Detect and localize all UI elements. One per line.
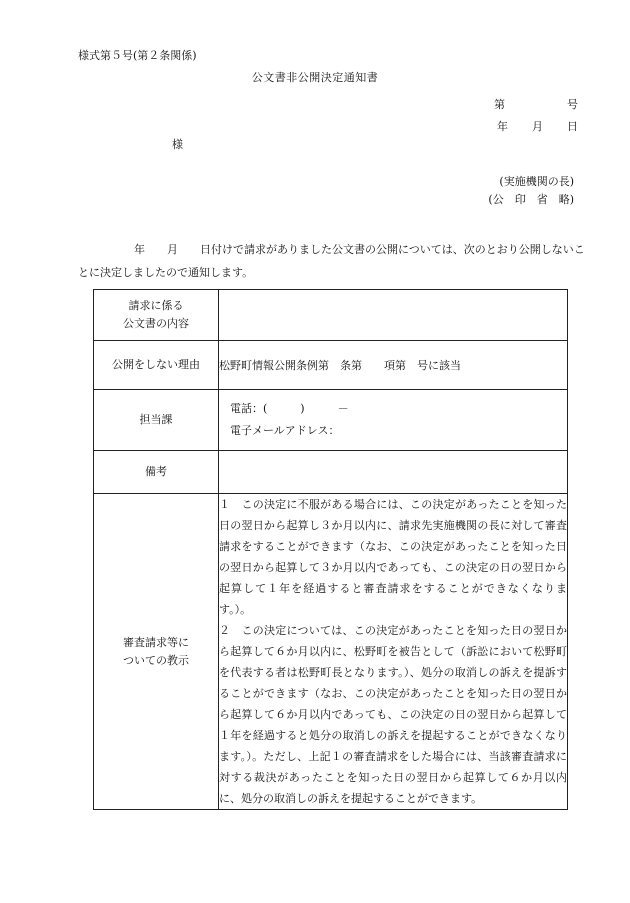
table-row-content (94, 290, 568, 341)
notice-body-text: 年 月 日付けで請求がありました公文書の公開については、次のとおり公開しないことに決定しましたので通知します。 (78, 243, 585, 279)
table-row-appeal-instructions (94, 494, 568, 810)
document-title: 公文書非公開決定通知書 (251, 71, 379, 84)
value-appeal-instructions (219, 494, 568, 810)
email-line: 電子メールアドレス： (230, 424, 340, 437)
table-row-remarks (94, 451, 568, 494)
sender-organization: (実施機関の長) (499, 175, 574, 188)
appeal-paragraph-2: ２ この決定については、この決定があったことを知った日の翌日から起算して６か月以内に、松野町を被告として（訴訟において松野町を代表する者は松野町長となります。）、処分の取消しの訴えを提訴することができます（なお、この決定があったことを知った日の翌日から起算して６か月以内であっても、この決定の日の翌日から起算して１年を経過すると処分の取消しの訴えを提起することができなくなります。）。ただし、上記１の審査請求をした場合には、当該審査請求に対する裁決があったことを知った日の翌日から起算して６か月以内に、処分の取消しの訴えを提起することができます。 (219, 624, 567, 805)
seal-omitted-note: (公 印 省 略) (488, 193, 574, 206)
number-suffix: 号 (567, 98, 578, 111)
label-remarks: 備考 (94, 451, 219, 494)
date-day: 日 (567, 120, 578, 133)
value-department (219, 390, 568, 451)
appeal-paragraph-1: １ この決定に不服がある場合には、この決定があったことを知った日の翌日から起算し３か月以内に、請求先実施機関の長に対して審査請求をすることができます（なお、この決定があったことを知った日の翌日から起算して３か月以内であっても、この決定の日の翌日から起算して１年を経過すると審査請求をすることができなくなります。）。 (219, 498, 567, 616)
addressee: 様 (172, 138, 183, 151)
value-requested-document (219, 290, 568, 341)
label-department: 担当課 (94, 390, 219, 451)
date-line (497, 119, 578, 135)
label-requested-document: 請求に係る 公文書の内容 (94, 290, 219, 341)
value-remarks (219, 451, 568, 494)
date-month: 月 (532, 120, 543, 133)
decision-table (93, 289, 568, 810)
document-number-line (494, 97, 578, 113)
table-row-department (94, 390, 568, 451)
phone-line: 電話：( ) － (230, 402, 349, 415)
date-year: 年 (497, 120, 508, 133)
number-prefix: 第 (494, 98, 505, 111)
form-number: 様式第５号(第２条関係) (78, 49, 197, 62)
value-reason: 松野町情報公開条例第 条第 項第 号に該当 (219, 341, 568, 390)
label-appeal-instructions: 審査請求等に ついての教示 (94, 494, 219, 810)
table-row-reason (94, 341, 568, 390)
label-reason: 公開をしない理由 (94, 341, 219, 390)
